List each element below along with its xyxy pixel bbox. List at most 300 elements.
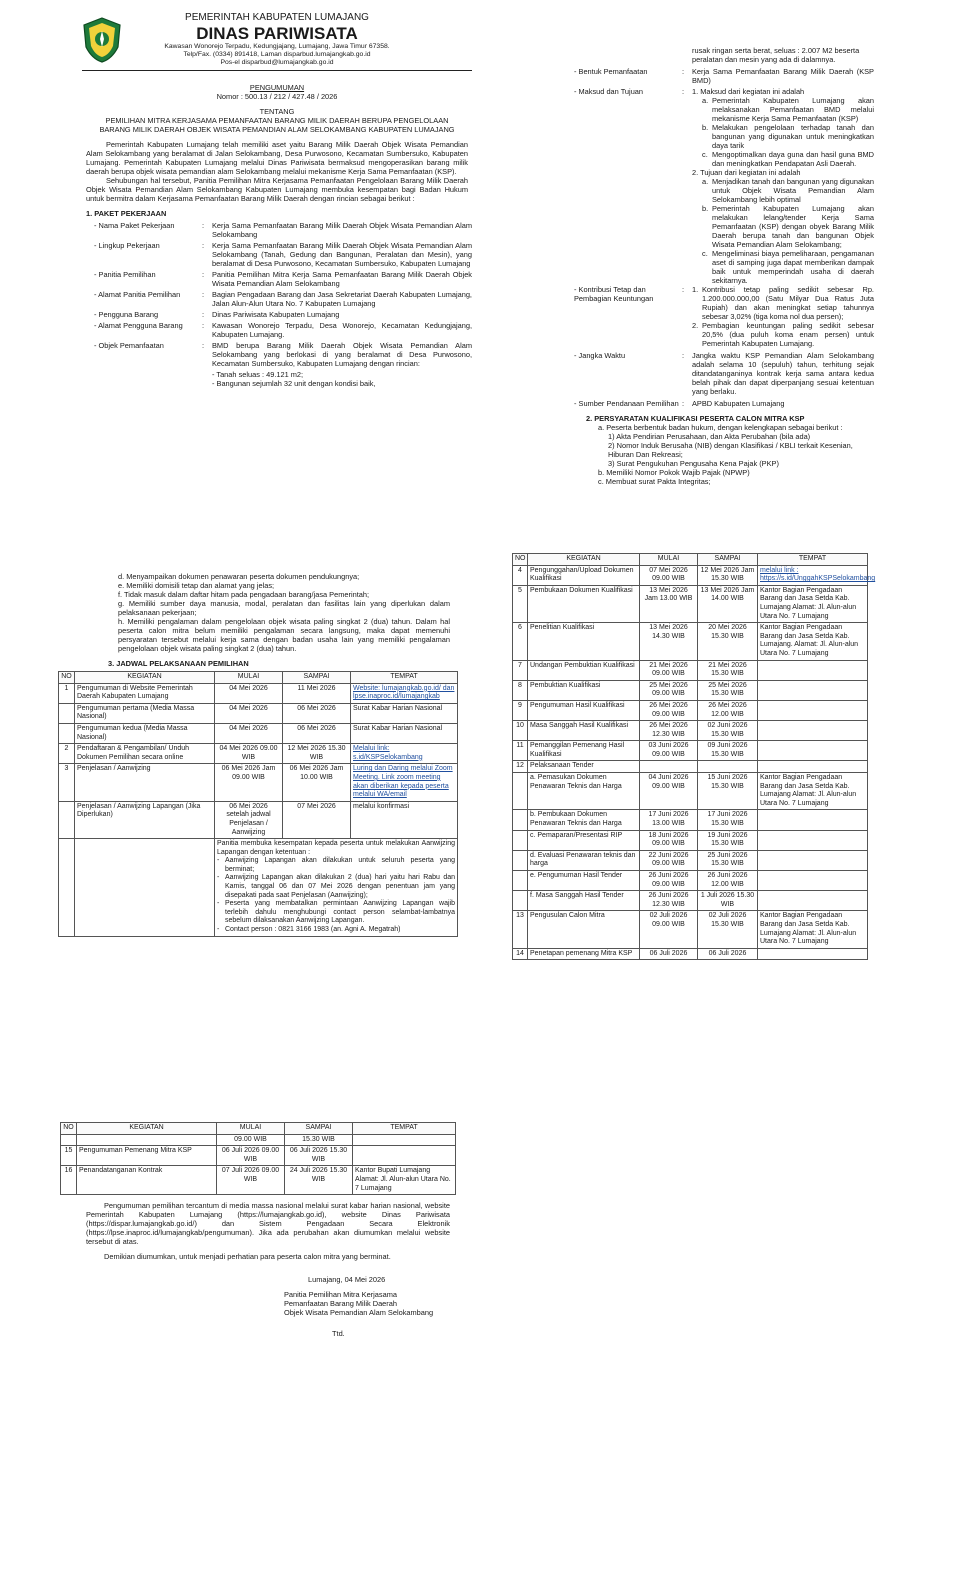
detail-value: Dinas Pariwisata Kabupaten Lumajang xyxy=(212,310,340,319)
cell-mulai: 22 Juni 2026 09.00 WIB xyxy=(640,850,698,870)
notice-number: Nomor : 500.13 / 212 / 427.48 / 2026 xyxy=(216,92,338,101)
cell-keg xyxy=(77,1134,217,1146)
goal-item-text: Pemerintah Kabupaten Lumajang akan melakukan lelang/tender Kerja Sama Pemanfaatan (KSP) dengan obyek Barang Milik Daerah berupa tanah dan bangunan Objek Wisata Pemandian Alam Selokambang; xyxy=(712,204,874,249)
page-1-left xyxy=(82,12,472,482)
cell-no xyxy=(59,801,75,838)
cell-tempat xyxy=(758,741,868,761)
cell-no: 1 xyxy=(59,683,75,703)
table-row xyxy=(59,703,458,723)
package-detail-list xyxy=(82,221,472,388)
table-row xyxy=(61,1166,456,1195)
cell-keg: Pengumuman Hasil Kualifikasi xyxy=(528,700,640,720)
table-row xyxy=(59,744,458,764)
cell-mulai: 09.00 WIB xyxy=(217,1134,285,1146)
cell-keg: c. Pemaparan/Presentasi RIP xyxy=(528,830,640,850)
cell-tempat xyxy=(758,871,868,891)
cell-tempat: melalui konfirmasi xyxy=(351,801,458,838)
page-4 xyxy=(60,1122,456,1342)
detail-label: - Alamat Panitia Pemilihan xyxy=(94,290,181,299)
purpose-item-letter: b. xyxy=(702,123,709,132)
requirement-item: e. Memiliki domisili tetap dan alamat yang jelas; xyxy=(118,581,275,590)
cell-tempat xyxy=(758,700,868,720)
cell-no: 13 xyxy=(513,911,528,948)
goal-item-row xyxy=(702,177,874,204)
requirement-continued-list xyxy=(58,572,458,653)
cell-keg: Pengumuman kedua (Media Massa Nasional) xyxy=(75,723,215,743)
table-header-cell: MULAI xyxy=(215,672,283,684)
cell-keg: Pembukaan Dokumen Kualifikasi xyxy=(528,585,640,622)
detail-label: - Panitia Pemilihan xyxy=(94,270,156,279)
goal-list xyxy=(692,177,874,285)
cell-sampai: 12 Mei 2026 15.30 WIB xyxy=(283,744,351,764)
detail-value: BMD berupa Barang Milik Daerah Objek Wisata Pemandian Alam Selokambang yang berlokasi di yang beralamat di Desa Purwosono, Kecamatan Sumbersuko, Kabupaten Lumajang dengan rincian: xyxy=(212,341,472,368)
contribution-item xyxy=(692,321,874,348)
table-row xyxy=(513,773,868,810)
section-1-title: 1. PAKET PEKERJAAN xyxy=(86,209,167,218)
scope-paragraph: Sehubungan hal tersebut, Panitia Pemilihan Mitra Kerjasama Pemanfaatan Pengelolaan Barang Milik Daerah Objek Wisata Pemandian Alam Selokambang Kabupaten Lumajang membuka kesempatan bagi Badan Hukum untuk bermitra dalam Kerjasama Pemanfaatan Barang Milik Daerah dengan rincian sebagai berikut : xyxy=(86,176,468,203)
signatory-line-1: Panitia Pemilihan Mitra Kerjasama xyxy=(284,1290,397,1300)
cell-mulai: 18 Juni 2026 09.00 WIB xyxy=(640,830,698,850)
goal-item-row xyxy=(702,249,874,285)
cell-no: 16 xyxy=(61,1166,77,1195)
cell-tempat: Melalui link: s.id/KSPSelokambang xyxy=(351,744,458,764)
note-text: Aanwijzing Lapangan akan dilakukan 2 (dua) hari yaitu hari Rabu dan Kamis, tanggal 06 dan 07 Mei 2026 dengan penentuan jam yang disepakati pada saat Penjelasan (Aanwijzing); xyxy=(225,874,455,899)
detail-label: - Pengguna Barang xyxy=(94,310,159,319)
cell-no xyxy=(513,871,528,891)
email-line: Pos-el disparbud@lumajangkab.go.id xyxy=(220,59,334,66)
cell-sampai: 09 Juni 2026 15.30 WIB xyxy=(698,741,758,761)
contribution-list xyxy=(692,285,874,348)
note-item xyxy=(217,900,455,926)
requirement-item: f. Tidak masuk dalam daftar hitam pada pengadaan barang/jasa Pemerintah; xyxy=(118,590,370,599)
cell-tempat xyxy=(758,761,868,773)
detail-label: - Nama Paket Pekerjaan xyxy=(94,221,175,230)
cell-mulai: 06 Mei 2026 Jam 09.00 WIB xyxy=(215,764,283,801)
cell-sampai: 15.30 WIB xyxy=(285,1134,353,1146)
cell-no: 11 xyxy=(513,741,528,761)
detail-sep: : xyxy=(202,341,205,350)
purpose-title: 1. Maksud dari kegiatan ini adalah xyxy=(692,87,805,96)
cell-keg: Pembuktian Kualifikasi xyxy=(528,680,640,700)
schedule-table-2 xyxy=(512,553,876,960)
cell-mulai: 06 Mei 2026 setelah jadwal Penjelasan / Aanwijzing xyxy=(215,801,283,838)
table-row xyxy=(61,1134,456,1146)
schedule-table-1 xyxy=(58,671,458,937)
cell-mulai: 04 Mei 2026 xyxy=(215,683,283,703)
cell-tempat: Surat Kabar Harian Nasional xyxy=(351,723,458,743)
purpose-item-text: Melakukan pengelolaan terhadap tanah dan bangunan yang digunakan untuk meningkatkan daya tarik xyxy=(712,123,874,150)
cell-keg: d. Evaluasi Penawaran teknis dan harga xyxy=(528,850,640,870)
contribution-text: Pembagian keuntungan paling sedikit sebesar 20,5% (dua puluh koma enam persen) untuk Pemerintah Kabupaten Lumajang. xyxy=(702,321,874,348)
purpose-item-letter: a. xyxy=(702,96,709,105)
requirement-a-item: 3) Surat Pengukuhan Pengusaha Kena Pajak (PKP) xyxy=(608,459,779,468)
cell-no xyxy=(513,891,528,911)
cell-keg: Pengusulan Calon Mitra xyxy=(528,911,640,948)
cell-sampai: 06 Mei 2026 Jam 10.00 WIB xyxy=(283,764,351,801)
signatory-line-3: Objek Wisata Pemandian Alam Selokambang xyxy=(284,1308,434,1318)
cell-no: 9 xyxy=(513,700,528,720)
section-3-title: 3. JADWAL PELAKSANAAN PEMILIHAN xyxy=(108,659,249,668)
cell-mulai: 04 Mei 2026 xyxy=(215,723,283,743)
object-detail-item: - Bangunan sejumlah 32 unit dengan kondisi baik, xyxy=(212,379,376,388)
detail-sep: : xyxy=(202,290,205,299)
cell-sampai: 13 Mei 2026 Jam 14.00 WIB xyxy=(698,585,758,622)
cell-keg: Penelitian Kualifikasi xyxy=(528,623,640,660)
cell-no xyxy=(59,723,75,743)
purpose-item-row xyxy=(702,96,874,123)
bentuk-label: - Bentuk Pemanfaatan xyxy=(574,67,648,76)
detail-sep: : xyxy=(202,241,205,250)
cell-mulai: 04 Mei 2026 xyxy=(215,703,283,723)
notice-heading: PENGUMUMAN xyxy=(249,83,305,92)
signature-block xyxy=(60,1275,456,1338)
cell-sampai: 06 Juli 2026 15.30 WIB xyxy=(285,1146,353,1166)
goal-item-text: Mengeliminasi biaya pemeliharaan, pengamanan aset di samping juga dapat memberikan dampak baik untuk memperindah usaha di daerah sekitarnya. xyxy=(712,249,874,285)
cell-no: 4 xyxy=(513,565,528,585)
purpose-content xyxy=(692,87,874,285)
cell-mulai: 13 Mei 2026 14.30 WIB xyxy=(640,623,698,660)
note-intro: Panitia membuka kesempatan kepada peserta untuk melakukan Aanwijzing Lapangan dengan ketentuan : xyxy=(217,840,455,856)
note-item xyxy=(217,857,455,874)
table-row xyxy=(59,683,458,703)
cell-mulai: 26 Mei 2026 09.00 WIB xyxy=(640,700,698,720)
cell-tempat xyxy=(758,891,868,911)
section-2-title: 2. PERSYARATAN KUALIFIKASI PESERTA CALON MITRA KSP xyxy=(586,414,805,423)
cell-mulai: 04 Juni 2026 09.00 WIB xyxy=(640,773,698,810)
table-header-cell: SAMPAI xyxy=(698,554,758,566)
note-bullet: - xyxy=(217,874,220,882)
cell-mulai: 26 Juni 2026 09.00 WIB xyxy=(640,871,698,891)
table-row xyxy=(513,585,868,622)
purpose-item-text: Mengoptimalkan daya guna dan hasil guna BMD dan meningkatkan Pendapatan Asli Daerah. xyxy=(712,150,874,168)
cell-keg: Penandatanganan Kontrak xyxy=(77,1166,217,1195)
cell-mulai: 07 Juli 2026 09.00 WIB xyxy=(217,1166,285,1195)
cell-tempat: Surat Kabar Harian Nasional xyxy=(351,703,458,723)
table-header-cell: KEGIATAN xyxy=(77,1123,217,1135)
cell-tempat: melalui link : https://s.id/UnggahKSPSelokambang xyxy=(758,565,868,585)
cell-sampai: 24 Juli 2026 15.30 WIB xyxy=(285,1166,353,1195)
cell-tempat xyxy=(758,850,868,870)
requirement-item: d. Menyampaikan dokumen penawaran peserta dokumen pendukungnya; xyxy=(118,572,360,581)
cell-mulai: 25 Mei 2026 09.00 WIB xyxy=(640,680,698,700)
cell-tempat: Kantor Bagian Pengadaan Barang dan Jasa Setda Kab. Lumajang Alamat: Jl. Alun-alun Utara No. 7 Lumajang xyxy=(758,773,868,810)
duration-row: - Jangka Waktu : Jangka waktu KSP Pemandian Alam Selokambang adalah selama 10 (sepuluh) tahun, terhitung sejak ditandatanganinya kontrak kerja sama antara kedua belah pihak dan dapat diperpanjang sesuai ketentuan yang berlaku. xyxy=(574,351,874,396)
cell-sampai: 26 Mei 2026 12.00 WIB xyxy=(698,700,758,720)
requirement-item: g. Memiliki sumber daya manusia, modal, peralatan dan fasilitas lain yang diperlukan dalam pelaksanaan pekerjaan; xyxy=(118,599,450,617)
regency-emblem-icon xyxy=(82,17,122,63)
table-header-cell: NO xyxy=(61,1123,77,1135)
table-header-cell: NO xyxy=(513,554,528,566)
package-detail-row xyxy=(94,290,472,308)
cell-no xyxy=(513,773,528,810)
cell-tempat xyxy=(758,830,868,850)
note-text: Aanwijzing Lapangan akan dilakukan untuk seluruh peserta yang berminat; xyxy=(225,857,455,873)
cell-keg: Pengumuman di Website Pemerintah Daerah Kabupaten Lumajang xyxy=(75,683,215,703)
table-header-cell: SAMPAI xyxy=(283,672,351,684)
place-date: Lumajang, 04 Mei 2026 xyxy=(308,1275,386,1285)
cell-keg: Pengunggahan/Upload Dokumen Kualifikasi xyxy=(528,565,640,585)
purpose-item-row xyxy=(702,150,874,168)
gov-name: PEMERINTAH KABUPATEN LUMAJANG xyxy=(185,12,369,23)
cell-no: 15 xyxy=(61,1146,77,1166)
page-3 xyxy=(512,553,876,1023)
cell-no xyxy=(513,830,528,850)
goal-item-row xyxy=(702,204,874,249)
cell-sampai: 12 Mei 2026 Jam 15.30 WIB xyxy=(698,565,758,585)
goal-item-letter: c. xyxy=(702,249,708,258)
cell-mulai: 02 Juli 2026 09.00 WIB xyxy=(640,911,698,948)
cell-no: 2 xyxy=(59,744,75,764)
table-row xyxy=(513,680,868,700)
note-row xyxy=(59,839,458,937)
cell-tempat: Luring dan Daring melalui Zoom Meeting. Link zoom meeting akan diberikan kepada peserta melalui WA/email xyxy=(351,764,458,801)
cell-sampai: 06 Mei 2026 xyxy=(283,723,351,743)
cell-keg: f. Masa Sanggah Hasil Tender xyxy=(528,891,640,911)
funding-row: - Sumber Pendanaan Pemilihan : APBD Kabupaten Lumajang xyxy=(574,399,874,408)
agency-name: DINAS PARIWISATA xyxy=(196,24,358,43)
requirement-a-item: 1) Akta Pendirian Perusahaan, dan Akta Perubahan (bila ada) xyxy=(608,432,811,441)
cell-mulai: 06 Juli 2026 09.00 WIB xyxy=(217,1146,285,1166)
duration-label: - Jangka Waktu xyxy=(574,351,626,360)
cell-keg: Pengumuman Pemenang Mitra KSP xyxy=(77,1146,217,1166)
form-row: - Bentuk Pemanfaatan : Kerja Sama Pemanfaatan Barang Milik Daerah (KSP BMD) xyxy=(574,67,874,85)
package-detail-row xyxy=(94,270,472,288)
bentuk-value: Kerja Sama Pemanfaatan Barang Milik Daerah (KSP BMD) xyxy=(692,67,874,85)
goal-item-text: Menjadikan tanah dan bangunan yang digunakan untuk Objek Wisata Pemandian Alam Selokambang lebih optimal xyxy=(712,177,874,204)
table-row xyxy=(513,741,868,761)
contribution-num: 1. xyxy=(692,285,699,294)
detail-label: - Alamat Pengguna Barang xyxy=(94,321,183,330)
table-row xyxy=(513,911,868,948)
table-row xyxy=(513,660,868,680)
cell-keg: Pengumuman pertama (Media Massa Nasional) xyxy=(75,703,215,723)
table-row xyxy=(513,700,868,720)
purpose-item-letter: c. xyxy=(702,150,708,159)
package-detail-row xyxy=(94,221,472,239)
detail-sep: : xyxy=(202,270,205,279)
table-row xyxy=(513,830,868,850)
cell-keg: Penetapan pemenang Mitra KSP xyxy=(528,948,640,960)
cell-sampai: 21 Mei 2026 15.30 WIB xyxy=(698,660,758,680)
package-detail-row xyxy=(94,310,472,319)
goal-title: 2. Tujuan dari kegiatan ini adalah xyxy=(692,168,801,177)
contribution-row: - Kontribusi Tetap dan Pembagian Keuntungan : 1. Kontribusi tetap paling sedikit sebesar Rp. 1.200.000.000,00 (Satu Milyar Dua Ratus Juta Rupiah) dan akan meningkat setiap tahunnya sebesar 3,02% (tiga koma nol dua persen); 2. Pembagian keuntungan paling sedikit sebesar 20,5% (dua puluh koma enam persen) untuk Pemerintah Kabupaten Lumajang. xyxy=(574,285,874,348)
requirement-a: a. Peserta berbentuk badan hukum, dengan kelengkapan sebagai berikut : xyxy=(598,423,843,432)
cell-keg: Pendaftaran & Pengambilan/ Unduh Dokumen Pemilihan secara online xyxy=(75,744,215,764)
purpose-item-row xyxy=(702,123,874,150)
table-row xyxy=(513,948,868,960)
cell-keg: Masa Sanggah Hasil Kualifikasi xyxy=(528,721,640,741)
requirement-b: b. Memiliki Nomor Pokok Wajib Pajak (NPWP) xyxy=(598,468,750,477)
cell-no xyxy=(59,703,75,723)
detail-sep: : xyxy=(202,321,205,330)
goal-item-letter: b. xyxy=(702,204,709,213)
contribution-num: 2. xyxy=(692,321,699,330)
table-row xyxy=(513,623,868,660)
cell-no: 6 xyxy=(513,623,528,660)
cell-mulai: 26 Mei 2026 12.30 WIB xyxy=(640,721,698,741)
table-header-cell: MULAI xyxy=(217,1123,285,1135)
detail-sep: : xyxy=(202,310,205,319)
cell-sampai xyxy=(698,761,758,773)
cell-tempat xyxy=(353,1134,456,1146)
cell-no: 7 xyxy=(513,660,528,680)
note-bullet: - xyxy=(217,926,220,934)
cell-sampai: 1 Juli 2026 15.30 WIB xyxy=(698,891,758,911)
table-header-cell: NO xyxy=(59,672,75,684)
cell-mulai xyxy=(640,761,698,773)
cell-keg: b. Pembukaan Dokumen Penawaran Teknis dan Harga xyxy=(528,810,640,830)
detail-label: - Objek Pemanfaatan xyxy=(94,341,164,350)
table-row xyxy=(513,850,868,870)
page-2 xyxy=(58,572,458,1022)
cell-keg: Pemanggilan Pemenang Hasil Kualifikasi xyxy=(528,741,640,761)
cell-sampai: 17 Juni 2026 15.30 WIB xyxy=(698,810,758,830)
table-row xyxy=(513,891,868,911)
cell-mulai: 17 Juni 2026 13.00 WIB xyxy=(640,810,698,830)
detail-value: Bagian Pengadaan Barang dan Jasa Sekretariat Daerah Kabupaten Lumajang, Jalan Alun-Alun Utara No. 7 Kabupaten Lumajang xyxy=(212,290,472,308)
table-header-cell: TEMPAT xyxy=(353,1123,456,1135)
letterhead xyxy=(82,12,472,67)
note-bullet: - xyxy=(217,900,220,908)
duration-value: Jangka waktu KSP Pemandian Alam Selokambang adalah selama 10 (sepuluh) tahun, terhitung sejak ditandatanganinya kontrak kerja sama antara kedua belah pihak dan dapat diperpanjang sesuai ketentuan yang berlaku. xyxy=(692,351,874,396)
package-detail-row xyxy=(94,241,472,268)
table-row xyxy=(513,565,868,585)
detail-label: - Lingkup Pekerjaan xyxy=(94,241,160,250)
table-row xyxy=(59,764,458,801)
cell-tempat: Kantor Bagian Pengadaan Barang dan Jasa Setda Kab. Lumajang. Alamat: Jl. Alun-alun Utara No. 7 Lumajang xyxy=(758,623,868,660)
closing-paragraph-2: Demikian diumumkan, untuk menjadi perhatian para peserta calon mitra yang berminat. xyxy=(104,1252,391,1262)
cell-no: 12 xyxy=(513,761,528,773)
purpose-list xyxy=(692,96,874,168)
table-header-cell: TEMPAT xyxy=(758,554,868,566)
note-bullet: - xyxy=(217,857,220,865)
cell-no xyxy=(59,839,75,937)
cell-mulai: 21 Mei 2026 09.00 WIB xyxy=(640,660,698,680)
cell-mulai: 13 Mei 2026 Jam 13.00 WIB xyxy=(640,585,698,622)
note-item xyxy=(217,874,455,900)
requirement-a-item: 2) Nomor Induk Berusaha (NIB) dengan Klasifikasi / KBLI terkait Kesenian, Hiburan Dan Rekreasi; xyxy=(608,441,853,459)
cell-no: 8 xyxy=(513,680,528,700)
cell-tempat: Kantor Bagian Pengadaan Barang dan Jasa Setda Kab. Lumajang Alamat: Jl. Alun-alun Utara No. 7 Lumajang xyxy=(758,585,868,622)
cell-sampai: 02 Juni 2026 15.30 WIB xyxy=(698,721,758,741)
note-text: Contact person : 0821 3166 1983 (an. Agni A. Megatrah) xyxy=(225,926,401,934)
detail-value: Kerja Sama Pemanfaatan Barang Milik Daerah Objek Wisata Pemandian Alam Selokambang (Tanah, Gedung dan Bangunan, Peralatan dan Mesin), yang beralamat di Desa Purwosono, Kecamatan Sumbersuko, Kabupaten Lumajang xyxy=(212,241,472,268)
cell-tempat xyxy=(758,680,868,700)
table-header-cell: KEGIATAN xyxy=(528,554,640,566)
goal-item-letter: a. xyxy=(702,177,709,186)
cell-sampai: 26 Juni 2026 12.00 WIB xyxy=(698,871,758,891)
funding-value: APBD Kabupaten Lumajang xyxy=(692,399,785,408)
cell-tempat xyxy=(758,721,868,741)
detail-value: Kawasan Wonorejo Terpadu, Desa Wonorejo, Kecamatan Kedungjajang, Kabupaten Lumajang. xyxy=(212,321,472,339)
table-header-cell: KEGIATAN xyxy=(75,672,215,684)
contribution-item xyxy=(692,285,874,321)
cell-no xyxy=(513,850,528,870)
signature-mark: Ttd. xyxy=(332,1329,345,1339)
address-line: Kawasan Wonorejo Terpadu, Kedungjajang, Lumajang, Jawa Timur 67358. xyxy=(164,43,390,50)
contribution-text: Kontribusi tetap paling sedikit sebesar Rp. 1.200.000.000,00 (Satu Milyar Dua Ratus Juta Rupiah) dan akan meningkat setiap tahunnya sebesar 3,02% (tiga koma nol dua persen); xyxy=(702,285,874,321)
cell-tempat xyxy=(758,810,868,830)
note-text: Peserta yang membatalkan permintaan Aanwijzing Lapangan wajib terlebih dahulu menghubungi contact person selambat-lambatnya sebelum dilaksanakan Aanwijzing Lapangan. xyxy=(225,900,455,925)
cell-mulai: 03 Juni 2026 09.00 WIB xyxy=(640,741,698,761)
funding-label: - Sumber Pendanaan Pemilihan xyxy=(574,399,679,408)
cell-sampai: 20 Mei 2026 15.30 WIB xyxy=(698,623,758,660)
package-detail-row xyxy=(94,341,472,368)
cell-tempat: Website: lumajangkab.go.id/ dan lpse.inaproc.id/lumajangkab xyxy=(351,683,458,703)
cell-no: 10 xyxy=(513,721,528,741)
cell-keg: Undangan Pembuktian Kualifikasi xyxy=(528,660,640,680)
cell-no: 14 xyxy=(513,948,528,960)
table-row xyxy=(59,801,458,838)
cell-keg: Penjelasan / Aanwijzing Lapangan (Jika Diperlukan) xyxy=(75,801,215,838)
cell-keg: Penjelasan / Aanwijzing xyxy=(75,764,215,801)
note-item xyxy=(217,926,455,935)
package-detail-row xyxy=(94,321,472,339)
cell-sampai: 25 Mei 2026 15.30 WIB xyxy=(698,680,758,700)
table-row xyxy=(513,871,868,891)
table-header-cell: MULAI xyxy=(640,554,698,566)
notice-about: TENTANG xyxy=(259,107,295,116)
cell-mulai: 04 Mei 2026 09.00 WIB xyxy=(215,744,283,764)
contact-line: Telp/Fax. (0334) 891418, Laman disparbud.lumajangkab.go.id xyxy=(183,51,371,58)
schedule-table-3 xyxy=(60,1122,456,1195)
cell-sampai: 25 Juni 2026 15.30 WIB xyxy=(698,850,758,870)
detail-value: Panitia Pemilihan Mitra Kerja Sama Pemanfaatan Barang Milik Daerah Objek Wisata Pemandian Alam Selokambang xyxy=(212,270,472,288)
cell-sampai: 11 Mei 2026 xyxy=(283,683,351,703)
requirement-a-list xyxy=(574,432,874,468)
notice-title: PEMILIHAN MITRA KERJASAMA PEMANFAATAN BARANG MILIK DAERAH BERUPA PENGELOLAAN BARANG MILIK DAERAH OBJEK WISATA PEMANDIAN ALAM SELOKAMBANG KABUPATEN LUMAJANG xyxy=(99,116,455,134)
requirement-c: c. Membuat surat Pakta Integritas; xyxy=(598,477,711,486)
table-header-cell: TEMPAT xyxy=(351,672,458,684)
signatory-line-2: Pemanfaatan Barang Milik Daerah xyxy=(284,1299,397,1309)
cell-no: 3 xyxy=(59,764,75,801)
table-header-cell: SAMPAI xyxy=(285,1123,353,1135)
cell-keg: Pelaksanaan Tender xyxy=(528,761,640,773)
cell-empty xyxy=(75,839,215,937)
table-row xyxy=(61,1146,456,1166)
cell-sampai: 15 Juni 2026 15.30 WIB xyxy=(698,773,758,810)
cell-keg: a. Pemasukan Dokumen Penawaran Teknis dan Harga xyxy=(528,773,640,810)
cell-mulai: 06 Juli 2026 xyxy=(640,948,698,960)
object-continued: rusak ringan serta berat, seluas : 2.007 M2 beserta peralatan dan mesin yang ada di dalamnya. xyxy=(692,46,860,64)
cell-no xyxy=(513,810,528,830)
cell-keg: e. Pengumuman Hasil Tender xyxy=(528,871,640,891)
cell-sampai: 06 Juli 2026 xyxy=(698,948,758,960)
cell-sampai: 19 Juni 2026 15.30 WIB xyxy=(698,830,758,850)
cell-tempat xyxy=(758,948,868,960)
cell-sampai: 06 Mei 2026 xyxy=(283,703,351,723)
requirement-item: h. Memiliki pengalaman dalam pengelolaan objek wisata paling singkat 2 (dua) tahun. Dalam hal peserta calon mitra belum memiliki pengalaman secara langsung, maka dapat memenuhi persyaratan tersebut melalui kerja sama dengan badan usaha lain yang memiliki pengalaman pengelolaan objek wisata paling singkat 2 (dua) tahun. xyxy=(118,617,450,653)
page-1-right xyxy=(574,46,874,496)
detail-value: Kerja Sama Pemanfaatan Barang Milik Daerah Objek Wisata Pemandian Alam Selokambang xyxy=(212,221,472,239)
cell-tempat xyxy=(758,660,868,680)
cell-no: 5 xyxy=(513,585,528,622)
cell-sampai: 07 Mei 2026 xyxy=(283,801,351,838)
intro-paragraph: Pemerintah Kabupaten Lumajang telah memiliki aset yaitu Barang Milik Daerah Objek Wisata Pemandian Alam Selokambang yang beralamat di Jalan Selokambang, Desa Purwosono, Kecamatan Sumbersuko, Kabupaten Lumajang. Pemerintah Kabupaten Lumajang melalui Dinas Pariwisata bermaksud mengoperasikan barang milik daerah berupa objek wisata pemandian alam Selokambang melalui mekanisme Kerja Sama Pemanfaatan (KSP). xyxy=(86,140,468,176)
cell-tempat: Kantor Bagian Pengadaan Barang dan Jasa Setda Kab. Lumajang Alamat: Jl. Alun-alun Utara No. 7 Lumajang xyxy=(758,911,868,948)
table-row xyxy=(59,723,458,743)
purpose-row: - Maksud dan Tujuan : 1. Maksud dari kegiatan ini adalah a. Pemerintah Kabupaten Lumajang akan melaksanakan Pemanfaatan BMD melalui mekanisme Kerja Sama Pemanfaatan (KSP) b. Melakukan pengelolaan terhadap tanah dan bangunan yang digunakan untuk meningkatkan daya tarik c. Mengoptimalkan daya guna dan hasil guna BMD dan meningkatkan Pendapatan Asli Daerah. 2. Tujuan dari kegiatan ini adalah a. Menjadikan tanah dan bangunan yang digunakan untuk Objek Wisata Pemandian Alam Selokambang lebih optimal b. Pemerintah Kabupaten Lumajang akan melakukan lelang/tender Kerja Sama Pemanfaatan (KSP) dengan obyek Barang Milik Daerah berupa tanah dan bangunan Objek Wisata Pemandian Alam Selokambang; c. Mengeliminasi biaya pemeliharaan, pengamanan aset di samping juga dapat memberikan dampak baik untuk memperindah usaha di daerah sekitarnya. xyxy=(574,87,874,285)
table-row xyxy=(513,721,868,741)
cell-mulai: 26 Juni 2026 12.30 WIB xyxy=(640,891,698,911)
cell-no xyxy=(61,1134,77,1146)
closing-paragraph-1: Pengumuman pemilihan tercantum di media massa nasional melalui surat kabar harian nasional, website Pemerintah Kabupaten Lumajang (https://lumajangkab.go.id), website Dinas Pariwisata (https://dispar.lumajangkab.go.id/) dan Sistem Pengadaan Secara Elektronik (https://lpse.inaproc.id/lumajangkab/pengumuman). Jika ada perubahan akan diumumkan melalui website tersebut di atas. xyxy=(86,1201,450,1247)
maksud-label: - Maksud dan Tujuan xyxy=(574,87,644,96)
object-detail-item: - Tanah seluas : 49.121 m2; xyxy=(212,370,304,379)
contribution-label: - Kontribusi Tetap dan Pembagian Keuntungan xyxy=(574,285,654,303)
cell-tempat: Kantor Bupati Lumajang Alamat: Jl. Alun-alun Utara No. 7 Lumajang xyxy=(353,1166,456,1195)
